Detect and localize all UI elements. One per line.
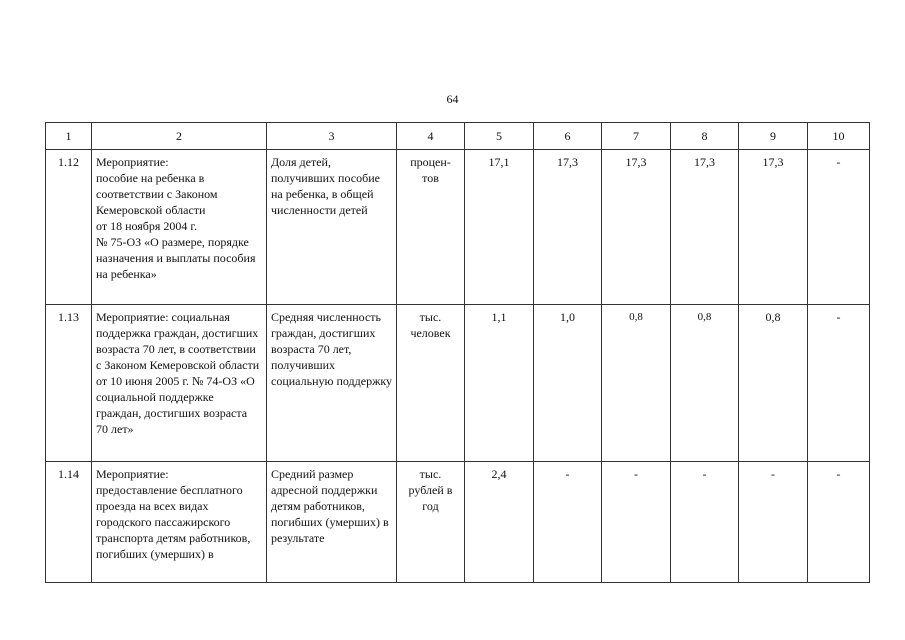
value-cell-8: 17,3 (671, 150, 739, 305)
indicator-cell: Средний размер адресной поддержки детям работников, погибших (умерших) в результате (267, 462, 397, 583)
header-cell-4: 4 (397, 123, 465, 150)
header-cell-2: 2 (92, 123, 267, 150)
value-cell-9: 17,3 (739, 150, 808, 305)
header-cell-5: 5 (465, 123, 534, 150)
table-row (46, 305, 870, 462)
header-cell-6: 6 (534, 123, 602, 150)
header-cell-9: 9 (739, 123, 808, 150)
measure-cell: Мероприятие: пособие на ребенка в соответствии с Законом Кемеровской области от 18 ноября 2004 г. № 75-ОЗ «О размере, порядке назначения и выплаты пособия на ребенка» (92, 150, 267, 305)
value-cell-7: - (602, 462, 671, 583)
value-cell-7: 17,3 (602, 150, 671, 305)
indicator-cell: Средняя численность граждан, достигших возраста 70 лет, получивших социальную поддержку (267, 305, 397, 462)
value-cell-10: - (808, 462, 870, 583)
indicator-cell: Доля детей, получивших пособие на ребенка, в общей численности детей (267, 150, 397, 305)
unit-cell: тыс. рублей в год (397, 462, 465, 583)
header-cell-7: 7 (602, 123, 671, 150)
header-cell-3: 3 (267, 123, 397, 150)
header-cell-8: 8 (671, 123, 739, 150)
value-cell-8: 0,8 (671, 305, 739, 462)
measure-cell: Мероприятие: социальная поддержка граждан, достигших возраста 70 лет, в соответствии с Законом Кемеровской области от 10 июня 2005 г. № 74-ОЗ «О социальной поддержке граждан, достигших возраста 70 лет» (92, 305, 267, 462)
value-cell-5: 2,4 (465, 462, 534, 583)
value-cell-8: - (671, 462, 739, 583)
unit-cell: процен- тов (397, 150, 465, 305)
data-table (45, 122, 870, 583)
value-cell-6: 1,0 (534, 305, 602, 462)
row-id: 1.14 (46, 462, 92, 583)
value-cell-6: 17,3 (534, 150, 602, 305)
row-id: 1.12 (46, 150, 92, 305)
value-cell-7: 0,8 (602, 305, 671, 462)
value-cell-9: 0,8 (739, 305, 808, 462)
value-cell-10: - (808, 150, 870, 305)
header-cell-1: 1 (46, 123, 92, 150)
value-cell-6: - (534, 462, 602, 583)
page-number: 64 (446, 92, 459, 106)
measure-cell: Мероприятие: предоставление бесплатного проезда на всех видах городского пассажирского транспорта детям работников, погибших (умерших) в (92, 462, 267, 583)
row-id: 1.13 (46, 305, 92, 462)
table-row (46, 462, 870, 583)
header-row (46, 123, 870, 150)
value-cell-10: - (808, 305, 870, 462)
unit-cell: тыс. человек (397, 305, 465, 462)
value-cell-5: 17,1 (465, 150, 534, 305)
value-cell-5: 1,1 (465, 305, 534, 462)
value-cell-9: - (739, 462, 808, 583)
header-cell-10: 10 (808, 123, 870, 150)
table-row (46, 150, 870, 305)
